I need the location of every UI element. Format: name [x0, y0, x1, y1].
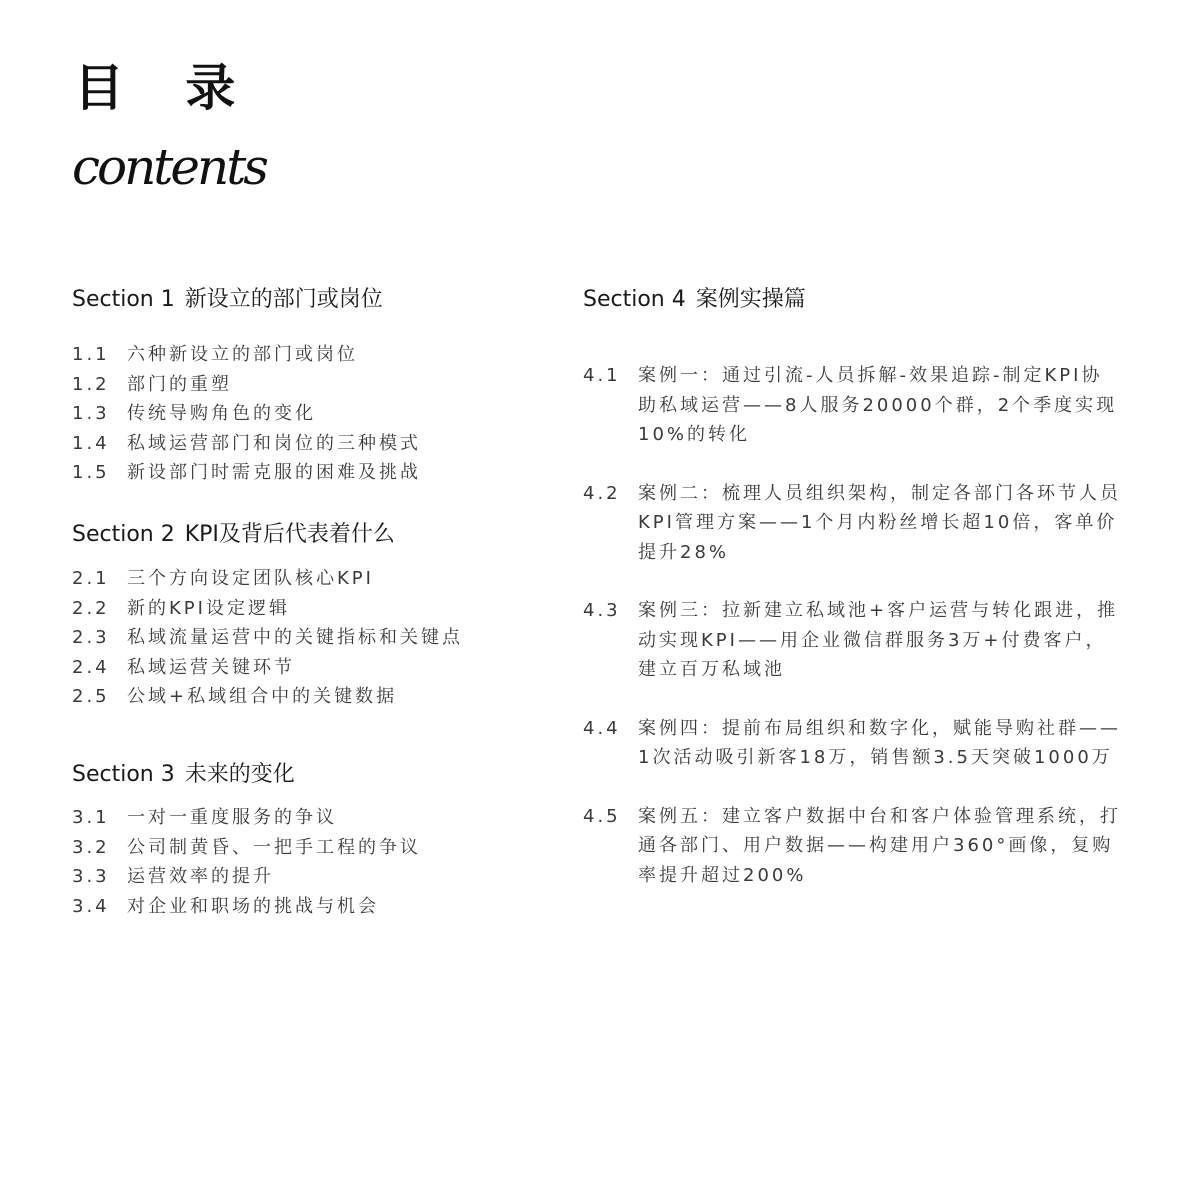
section-label: Section 3 — [72, 762, 175, 787]
section-title: KPI及背后代表着什么 — [184, 522, 395, 547]
section-title: 案例实操篇 — [695, 287, 806, 312]
toc-item-number: 1.5 — [72, 462, 110, 483]
toc-item-number: 3.3 — [72, 866, 110, 887]
toc-item-number: 2.4 — [72, 656, 110, 678]
toc-item[interactable] — [72, 370, 542, 400]
toc-item-text: 新设部门时需克服的困难及挑战 — [127, 462, 421, 483]
toc-item-text: 私域流量运营中的关键指标和关键点 — [127, 627, 463, 648]
toc-item-text: 三个方向设定团队核心KPI — [127, 568, 374, 589]
section-heading — [72, 520, 542, 550]
toc-item-text: 传统导购角色的变化 — [127, 403, 316, 424]
section-label: Section 2 — [72, 522, 175, 547]
toc-item-number: 1.4 — [72, 432, 110, 454]
toc-item-text: 对企业和职场的挑战与机会 — [127, 895, 379, 917]
section-heading — [583, 285, 1128, 315]
toc-item[interactable] — [72, 458, 542, 488]
section-title: 新设立的部门或岗位 — [184, 287, 383, 312]
toc-item-text: 运营效率的提升 — [127, 866, 274, 887]
case-item-text: 案例二：梳理人员组织架构，制定各部门各环节人员KPI管理方案——1个月内粉丝增长超10倍，客单价提升28% — [638, 482, 1121, 563]
toc-item[interactable] — [72, 399, 542, 429]
toc-item-number: 1.3 — [72, 403, 110, 424]
case-item[interactable] — [583, 802, 1128, 891]
section-label: Section 1 — [72, 287, 175, 312]
toc-item-text: 公域+私域组合中的关键数据 — [127, 686, 398, 707]
section-item-list — [72, 340, 542, 488]
case-item[interactable] — [583, 361, 1128, 450]
toc-item-number: 3.4 — [72, 895, 110, 917]
case-item-text: 案例五：建立客户数据中台和客户体验管理系统，打通各部门、用户数据——构建用户360°画像，复购率提升超过200% — [638, 805, 1121, 886]
case-item[interactable] — [583, 479, 1128, 568]
toc-item-text: 部门的重塑 — [127, 373, 232, 395]
toc-item-number: 2.2 — [72, 597, 110, 619]
toc-item-number: 2.3 — [72, 627, 110, 648]
section-label: Section 4 — [583, 287, 686, 312]
toc-item-number: 3.1 — [72, 807, 110, 828]
case-item-number: 4.4 — [583, 717, 621, 739]
toc-item[interactable] — [72, 594, 542, 624]
section-4 — [583, 285, 1128, 919]
toc-item-number: 1.1 — [72, 344, 110, 365]
toc-item[interactable] — [72, 340, 542, 370]
section-item-list — [72, 564, 542, 712]
toc-item[interactable] — [72, 803, 542, 833]
toc-item-text: 私域运营关键环节 — [127, 656, 295, 678]
case-item-text: 案例四：提前布局组织和数字化，赋能导购社群——1次活动吸引新客18万，销售额3.5天突破1000万 — [638, 717, 1121, 768]
toc-item[interactable] — [72, 892, 542, 922]
toc-item[interactable] — [72, 653, 542, 683]
case-item-number: 4.2 — [583, 482, 621, 504]
toc-item-number: 1.2 — [72, 373, 110, 395]
toc-item-text: 公司制黄昏、一把手工程的争议 — [127, 836, 421, 858]
section-heading — [72, 285, 542, 315]
page-title: 目 录 — [74, 59, 258, 117]
toc-item[interactable] — [72, 623, 542, 653]
toc-item[interactable] — [72, 833, 542, 863]
toc-item[interactable] — [72, 682, 542, 712]
toc-item-text: 六种新设立的部门或岗位 — [127, 344, 358, 365]
case-list — [583, 361, 1128, 890]
case-item-text: 案例一：通过引流-人员拆解-效果追踪-制定KPI协助私域运营——8人服务20000个群，2个季度实现10%的转化 — [638, 365, 1118, 445]
section-3 — [72, 760, 542, 921]
case-item-number: 4.1 — [583, 365, 621, 386]
case-item[interactable] — [583, 714, 1128, 773]
toc-item-number: 2.5 — [72, 686, 110, 707]
toc-item-text: 新的KPI设定逻辑 — [127, 597, 290, 619]
toc-item[interactable] — [72, 862, 542, 892]
toc-item[interactable] — [72, 429, 542, 459]
section-2 — [72, 520, 542, 712]
page-subtitle: contents — [72, 138, 266, 196]
case-item-number: 4.5 — [583, 805, 621, 827]
case-item-number: 4.3 — [583, 600, 621, 621]
case-item[interactable] — [583, 596, 1128, 685]
section-title: 未来的变化 — [184, 762, 295, 787]
toc-item-text: 私域运营部门和岗位的三种模式 — [127, 432, 421, 454]
section-heading — [72, 760, 542, 790]
toc-item-text: 一对一重度服务的争议 — [127, 807, 337, 828]
case-item-text: 案例三：拉新建立私域池+客户运营与转化跟进，推动实现KPI——用企业微信群服务3万+付费客户，建立百万私域池 — [638, 600, 1119, 680]
toc-item-number: 2.1 — [72, 568, 110, 589]
section-item-list — [72, 803, 542, 921]
section-1 — [72, 285, 542, 488]
toc-item-number: 3.2 — [72, 836, 110, 858]
toc-item[interactable] — [72, 564, 542, 594]
